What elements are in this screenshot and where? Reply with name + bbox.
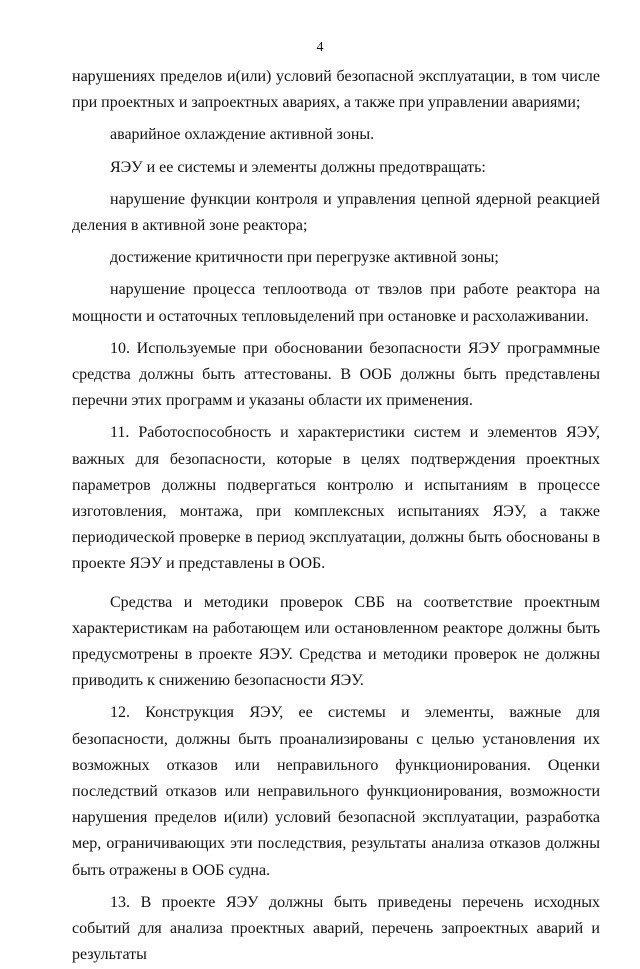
paragraph: нарушениях пределов и(или) условий безопасной эксплуатации, в том числе при проектных и запроектных авариях, а также при управлении авариями;: [72, 68, 600, 112]
paragraph: 10. Используемые при обосновании безопасности ЯЭУ программные средства должны быть аттестованы. В ООБ должны быть представлены перечни этих программ и указаны области их применения.: [72, 339, 600, 410]
paragraph: достижение критичности при перегрузке активной зоны;: [110, 249, 499, 267]
paragraph: аварийное охлаждение активной зоны.: [110, 126, 375, 144]
paragraph: нарушение процесса теплоотвода от твэлов при работе реактора на мощности и остаточных тепловыделений при остановке и расхолаживании.: [72, 281, 600, 325]
paragraph: Средства и методики проверок СВБ на соответствие проектным характеристикам на работающем или остановленном реакторе должны быть предусмотрены в проекте ЯЭУ. Средства и методики проверок не должны приводить к снижению безопасности ЯЭУ.: [72, 593, 600, 690]
paragraph: ЯЭУ и ее системы и элементы должны предотвращать:: [110, 158, 486, 176]
paragraph: 13. В проекте ЯЭУ должны быть приведены перечень исходных событий для анализа проектных аварий, перечень запроектных аварий и результаты: [72, 893, 600, 964]
body-text: [72, 64, 600, 969]
paragraph: нарушение функции контроля и управления цепной ядерной реакцией деления в активной зоне реактора;: [72, 190, 600, 235]
page-number: 4: [316, 40, 324, 55]
paragraph: 12. Конструкция ЯЭУ, ее системы и элементы, важные для безопасности, должны быть проанализированы с целью установления их возможных отказов или неправильного функционирования. Оценки последствий отказов или неправильного функционирования, возможности нарушения пределов и(или) условий безопасной эксплуатации, разработка мер, ограничивающих эти последствия, результаты анализа отказов должны быть отражены в ООБ судна.: [72, 704, 600, 879]
paragraph: 11. Работоспособность и характеристики систем и элементов ЯЭУ, важных для безопасности, которые в целях подтверждения проектных параметров должны подвергаться контролю и испытаниям в процессе изготовления, монтажа, при комплексных испытаниях ЯЭУ, а также периодической проверке в период эксплуатации, должны быть обоснованы в проекте ЯЭУ и представлены в ООБ.: [72, 424, 600, 573]
